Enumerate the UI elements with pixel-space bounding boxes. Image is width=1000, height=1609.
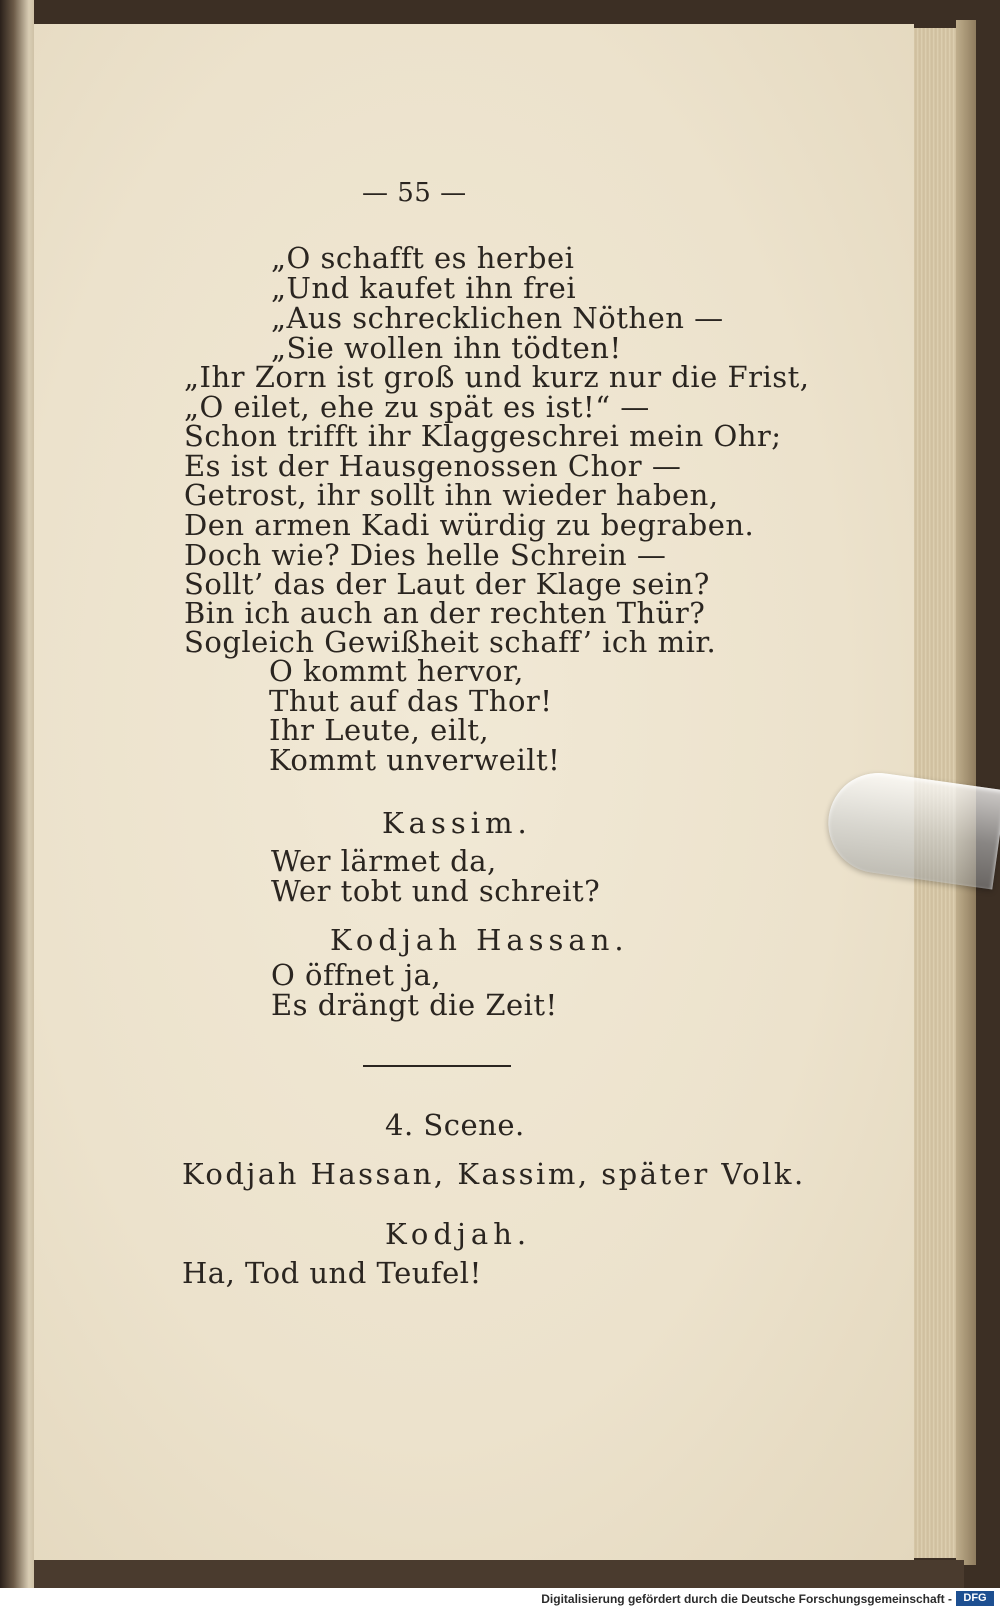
- page-number: — 55 —: [362, 178, 467, 208]
- scene-heading: 4. Scene.: [385, 1108, 525, 1142]
- verse-line: Es ist der Hausgenossen Chor —: [184, 449, 682, 483]
- verse-line: Thut auf das Thor!: [269, 684, 553, 718]
- verse-line: „Ihr Zorn ist groß und kurz nur die Frist,: [184, 360, 810, 394]
- verse-line: Sollt’ das der Laut der Klage sein?: [184, 567, 710, 601]
- verse-line: Den armen Kadi würdig zu begraben.: [184, 508, 755, 542]
- dfg-logo: DFG: [956, 1591, 994, 1606]
- verse-line: „O eilet, ehe zu spät es ist!“ —: [184, 390, 650, 424]
- verse-line: Kommt unverweilt!: [269, 743, 561, 777]
- funding-credit: Digitalisierung gefördert durch die Deutsche Forschungsgemeinschaft -: [541, 1592, 952, 1606]
- verse-line: „Sie wollen ihn tödten!: [271, 331, 622, 365]
- verse-line: Wer lärmet da,: [271, 844, 497, 878]
- verse-line: Ihr Leute, eilt,: [269, 713, 490, 747]
- verse-line: Es drängt die Zeit!: [271, 988, 558, 1022]
- speaker-name: Kodjah Hassan.: [330, 923, 629, 957]
- verse-line: Bin ich auch an der rechten Thür?: [184, 596, 706, 630]
- verse-line: Wer tobt und schreit?: [271, 874, 601, 908]
- verse-line: Getrost, ihr sollt ihn wieder haben,: [184, 478, 719, 512]
- section-divider: [363, 1065, 511, 1067]
- speaker-name: Kassim.: [382, 806, 532, 840]
- verse-line: „Und kaufet ihn frei: [271, 271, 577, 305]
- verse-line: Sogleich Gewißheit schaff’ ich mir.: [184, 625, 717, 659]
- left-page-edge: [0, 0, 34, 1588]
- verse-line: Schon trifft ihr Klaggeschrei mein Ohr;: [184, 419, 782, 453]
- cast-list: Kodjah Hassan, Kassim, später Volk.: [182, 1157, 806, 1191]
- verse-line: O kommt hervor,: [269, 654, 524, 688]
- bottom-shadow: [34, 1560, 964, 1588]
- verse-line: Ha, Tod und Teufel!: [182, 1256, 482, 1290]
- credit-bar: [0, 1588, 1000, 1609]
- verse-line: „O schafft es herbei: [271, 241, 575, 275]
- speaker-name: Kodjah.: [385, 1217, 532, 1251]
- verse-line: Doch wie? Dies helle Schrein —: [184, 538, 667, 572]
- verse-line: O öffnet ja,: [271, 958, 442, 992]
- verse-line: „Aus schrecklichen Nöthen —: [271, 301, 724, 335]
